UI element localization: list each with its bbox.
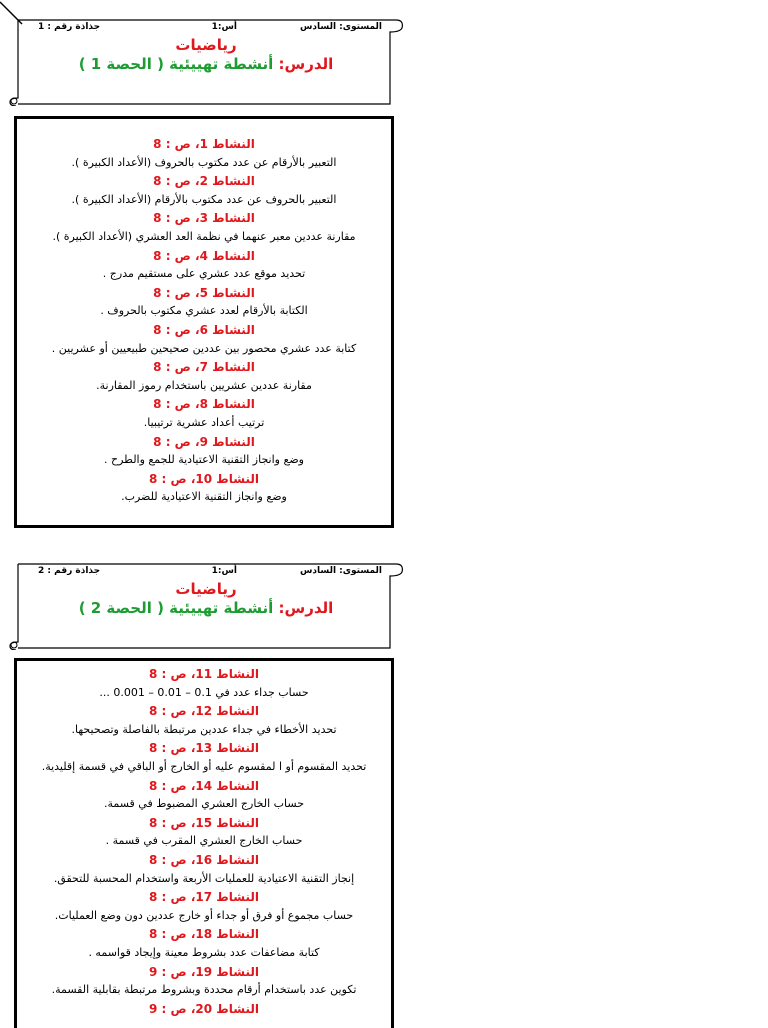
activity-title: النشاط 2، ص : 8: [153, 174, 255, 189]
activity-item: [17, 739, 391, 776]
level-label: المستوى: السادس: [300, 566, 382, 576]
sheet-1-header: [8, 14, 404, 106]
activity-description: التعبير بالأرقام عن عدد مكتوب بالحروف (الأعداد الكبيرة ).: [71, 155, 337, 169]
activity-title: النشاط 14، ص : 8: [149, 778, 259, 793]
as-label: أس:1: [211, 22, 237, 32]
activity-description: تحديد موقع عدد عشري على مستقيم مدرج .: [102, 267, 306, 281]
activity-description: حساب جداء عدد في 0.1 – 0.01 – 0.001 ...: [99, 685, 309, 699]
activity-list: [17, 135, 391, 507]
activity-title: النشاط 12، ص : 8: [149, 704, 259, 719]
activity-title: النشاط 4، ص : 8: [153, 248, 255, 263]
activity-item: [17, 358, 391, 395]
activity-description: مقارنة عددين معبر عنهما في نظمة العد العشري (الأعداد الكبيرة ).: [52, 229, 356, 243]
lesson-heading: [8, 599, 404, 617]
activity-description: حساب الخارج العشري المضبوط في قسمة.: [103, 797, 304, 811]
activity-item: [17, 925, 391, 962]
activity-description: كتابة عدد عشري محصور بين عددين صحيحين طبيعيين أو عشريين .: [51, 341, 357, 355]
subject-title: رياضيات: [175, 580, 237, 598]
activity-title: النشاط 8، ص : 8: [153, 397, 255, 412]
level-label: المستوى: السادس: [300, 22, 382, 32]
activity-description: التعبير بالحروف عن عدد مكتوب بالأرقام (الأعداد الكبيرة ).: [71, 192, 337, 206]
activity-title: النشاط 3، ص : 8: [153, 211, 255, 226]
activity-description: وضع وانجاز التقنية الاعتيادية للضرب.: [121, 490, 287, 504]
activity-description: إنجاز التقنية الاعتيادية للعمليات الأربعة واستخدام المحسبة للتحقق.: [53, 871, 355, 885]
sheet-2-header: [8, 558, 404, 650]
activity-item: [17, 851, 391, 888]
activity-item: [17, 433, 391, 470]
activity-description: تحديد الأخطاء في جداء عددين مرتبطة بالفاصلة وتصحيحها.: [71, 722, 337, 736]
activity-item: [17, 321, 391, 358]
activity-title: النشاط 17، ص : 8: [149, 890, 259, 905]
activity-title: النشاط 10، ص : 8: [149, 471, 259, 486]
activity-item: [17, 172, 391, 209]
activity-title: النشاط 16، ص : 8: [149, 852, 259, 867]
sheet-2-activities-box: [14, 658, 394, 1028]
activity-description: تكوين عدد باستخدام أرقام محددة وبشروط مرتبطة بقابلية القسمة.: [51, 983, 357, 997]
activity-description: كتابة مضاعفات عدد بشروط معينة وإيجاد قواسمه .: [88, 945, 320, 959]
activity-title: النشاط 6، ص : 8: [153, 322, 255, 337]
activity-item: [17, 888, 391, 925]
activity-item: [17, 209, 391, 246]
activity-item: [17, 395, 391, 432]
activity-item: [17, 135, 391, 172]
activity-title: النشاط 11، ص : 8: [149, 667, 259, 681]
activity-item: [17, 247, 391, 284]
activity-description: حساب مجموع أو فرق أو جداء أو خارج عددين دون وضع العمليات.: [54, 908, 354, 922]
activity-title: النشاط 13، ص : 8: [149, 741, 259, 756]
activity-item: [17, 470, 391, 507]
activity-item: [17, 963, 391, 1000]
activity-item: [17, 702, 391, 739]
activity-title: النشاط 9، ص : 8: [153, 434, 255, 449]
activity-item: [17, 1000, 391, 1019]
activity-title: النشاط 20، ص : 9: [149, 1001, 259, 1016]
activity-item: [17, 284, 391, 321]
activity-description: مقارنة عددين عشريين باستخدام رموز المقارنة.: [96, 378, 312, 392]
activity-list: [17, 665, 391, 1018]
activity-title: النشاط 7، ص : 8: [153, 360, 255, 375]
activity-description: ترتيب أعداد عشرية ترتيبيا.: [143, 415, 265, 429]
activity-item: [17, 777, 391, 814]
lesson-title: أنشطة تهييئية ( الحصة 2 ): [78, 599, 274, 617]
lesson-heading: [8, 55, 404, 73]
sheet-number: جذاذة رقم : 2: [38, 566, 101, 576]
activity-item: [17, 665, 391, 702]
activity-description: حساب الخارج العشري المقرب في قسمة .: [105, 834, 303, 848]
sheet-number: جذاذة رقم : 1: [38, 22, 101, 32]
lesson-label: الدرس:: [278, 55, 334, 73]
activity-title: النشاط 19، ص : 9: [149, 964, 259, 979]
as-label: أس:1: [211, 566, 237, 576]
lesson-label: الدرس:: [278, 599, 334, 617]
activity-item: [17, 814, 391, 851]
activity-description: تحديد المقسوم أو ا لمقسوم عليه أو الخارج أو الباقي في قسمة إقليدية.: [41, 759, 367, 773]
activity-title: النشاط 15، ص : 8: [149, 815, 259, 830]
activity-title: النشاط 5، ص : 8: [153, 285, 255, 300]
subject-title: رياضيات: [175, 36, 237, 54]
activity-title: النشاط 1، ص : 8: [153, 137, 255, 151]
sheet-1-activities-box: [14, 116, 394, 528]
activity-title: النشاط 18، ص : 8: [149, 927, 259, 942]
activity-description: وضع وانجاز التقنية الاعتيادية للجمع والطرح .: [104, 453, 304, 467]
lesson-title: أنشطة تهييئية ( الحصة 1 ): [78, 55, 274, 73]
activity-description: الكتابة بالأرقام لعدد عشري مكتوب بالحروف .: [100, 304, 308, 318]
